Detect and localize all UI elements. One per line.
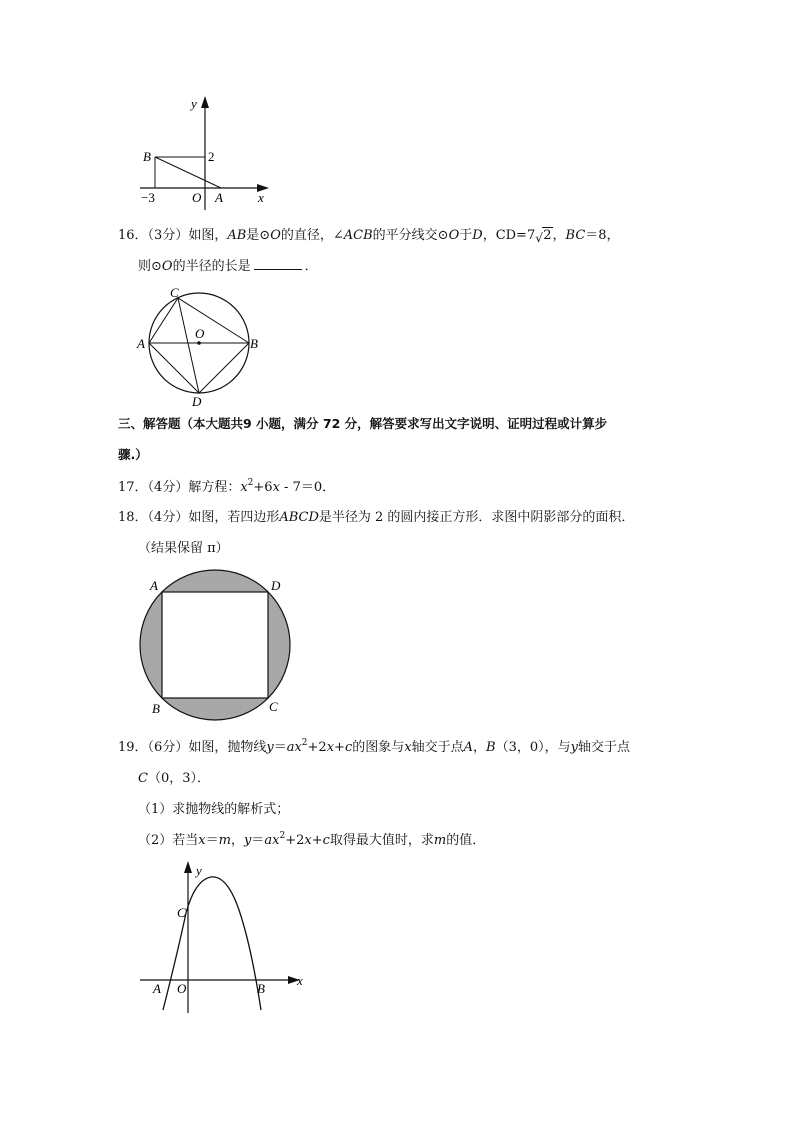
q19-b: B [486, 740, 496, 755]
q19-text: （3，0），与 [495, 740, 571, 755]
q17-x: x [240, 480, 248, 495]
tick-neg3-label: −3 [141, 190, 155, 205]
q16-text: ＝8， [585, 228, 620, 243]
q19-text: +2 [307, 740, 327, 755]
q19-x: x [326, 740, 335, 755]
q16-acb: ACB [343, 228, 373, 243]
q16-d: D [472, 228, 483, 243]
sqrt-radicand: 2 [543, 228, 552, 243]
q17-text: +6 [253, 480, 273, 495]
q19-m: m [218, 833, 231, 848]
q16-bc: BC [565, 228, 586, 243]
q17-x: x [272, 480, 280, 495]
figure-circle-diameter [135, 283, 265, 408]
question-16-line2 [138, 257, 318, 277]
q19-x: x [304, 833, 312, 848]
q19-c: c [322, 833, 330, 848]
point-b-label: B [257, 981, 265, 996]
origin-label: O [177, 981, 187, 996]
point-b-label: B [152, 701, 160, 716]
q19-text: 的值． [446, 833, 486, 848]
question-19 [118, 738, 630, 758]
q19-text: 轴交于点 [411, 740, 464, 755]
question-18 [118, 508, 634, 528]
q19-x: x [404, 740, 412, 755]
sqrt-symbol: √ 2 [535, 228, 552, 245]
q16-text: 是⊙ [246, 228, 271, 243]
point-a-label: A [137, 336, 145, 351]
x-axis-label: x [258, 190, 264, 205]
q19-text: 19．（6分）如图，抛物线 [118, 740, 267, 755]
q16-ab: AB [227, 228, 247, 243]
question-18-line2: （结果保留 π） [138, 541, 229, 556]
q19-text: ＝ [251, 833, 265, 848]
figure-parabola [135, 855, 310, 1015]
q19-x: x [198, 833, 206, 848]
origin-label: O [192, 190, 202, 205]
x-axis-label: x [297, 973, 303, 988]
point-b-label: B [250, 336, 258, 351]
point-d-label: D [192, 394, 202, 408]
q16-text: 的半径的长是 [172, 259, 251, 274]
q19-m: m [433, 833, 447, 848]
q19-text: （2）若当 [138, 833, 199, 848]
q16-text: 于 [459, 228, 473, 243]
figure-coordinate-axes [135, 92, 275, 212]
q19-text: ， [473, 740, 487, 755]
q16-o: O [161, 259, 173, 274]
q18-abcd: ABCD [279, 510, 319, 525]
q19-c: c [344, 740, 353, 755]
q16-o: O [448, 228, 460, 243]
question-19-line2 [138, 769, 210, 789]
point-c-label: C [177, 905, 186, 920]
y-axis-label: y [191, 96, 197, 111]
q19-text: +2 [285, 833, 305, 848]
q19-c-point: C [138, 771, 148, 786]
point-a-label: A [153, 981, 161, 996]
question-19-part1: （1）求抛物线的解析式； [138, 802, 290, 817]
center-o-label: O [195, 326, 205, 341]
point-a-label: A [150, 578, 158, 593]
q17-text: 17．（4分）解方程： [118, 480, 241, 495]
q16-o: O [270, 228, 281, 243]
q16-text: 则⊙ [138, 259, 162, 274]
point-c-label: C [170, 285, 179, 300]
q16-text: ， [552, 228, 566, 243]
question-17 [118, 478, 335, 498]
q19-text: + [334, 740, 345, 755]
q16-text: ． [304, 259, 318, 274]
tick-2-label: 2 [208, 149, 215, 164]
point-a-label: A [215, 190, 223, 205]
q16-text: 的平分线交⊙ [372, 228, 449, 243]
q19-exponent: 2 [301, 738, 308, 748]
q19-exponent: 2 [279, 831, 286, 841]
question-16 [118, 226, 620, 246]
point-c-label: C [269, 699, 278, 714]
q19-text: 轴交于点 [577, 740, 630, 755]
q18-text: 是半径为 2 的圆内接正方形．求图中阴影部分的面积． [318, 510, 635, 525]
q19-text: 取得最大值时，求 [329, 833, 434, 848]
q19-y: y [570, 740, 578, 755]
q19-text: ＝ [205, 833, 219, 848]
q19-y: y [266, 740, 274, 755]
q16-text: 16．（3分）如图， [118, 228, 228, 243]
q19-ax: ax [264, 833, 280, 848]
q18-text: 18．（4分）如图，若四边形 [118, 510, 280, 525]
q16-text: ，CD=7 [482, 228, 536, 243]
point-b-label: B [143, 149, 151, 164]
q17-text: - 7＝0． [279, 480, 336, 495]
section-3-heading-cont: 骤.） [118, 447, 148, 462]
q19-text: + [311, 833, 323, 848]
q17-exponent: 2 [247, 478, 254, 488]
y-axis-label: y [196, 863, 202, 878]
q19-text: （0，3）． [147, 771, 210, 786]
section-3-heading: 三、解答题（本大题共9 小题，满分 72 分，解答要求写出文字说明、证明过程或计算步 [118, 416, 608, 431]
point-d-label: D [271, 578, 281, 593]
q16-text: 的直径，∠ [280, 228, 344, 243]
question-19-part2 [138, 831, 485, 851]
q19-ax: ax [286, 740, 302, 755]
q19-text: ， [230, 833, 244, 848]
q19-a: A [463, 740, 473, 755]
q19-text: ＝ [273, 740, 287, 755]
figure-inscribed-square [135, 565, 295, 725]
answer-blank[interactable] [254, 257, 302, 270]
q19-y: y [243, 833, 252, 848]
q19-text: 的图象与 [352, 740, 405, 755]
